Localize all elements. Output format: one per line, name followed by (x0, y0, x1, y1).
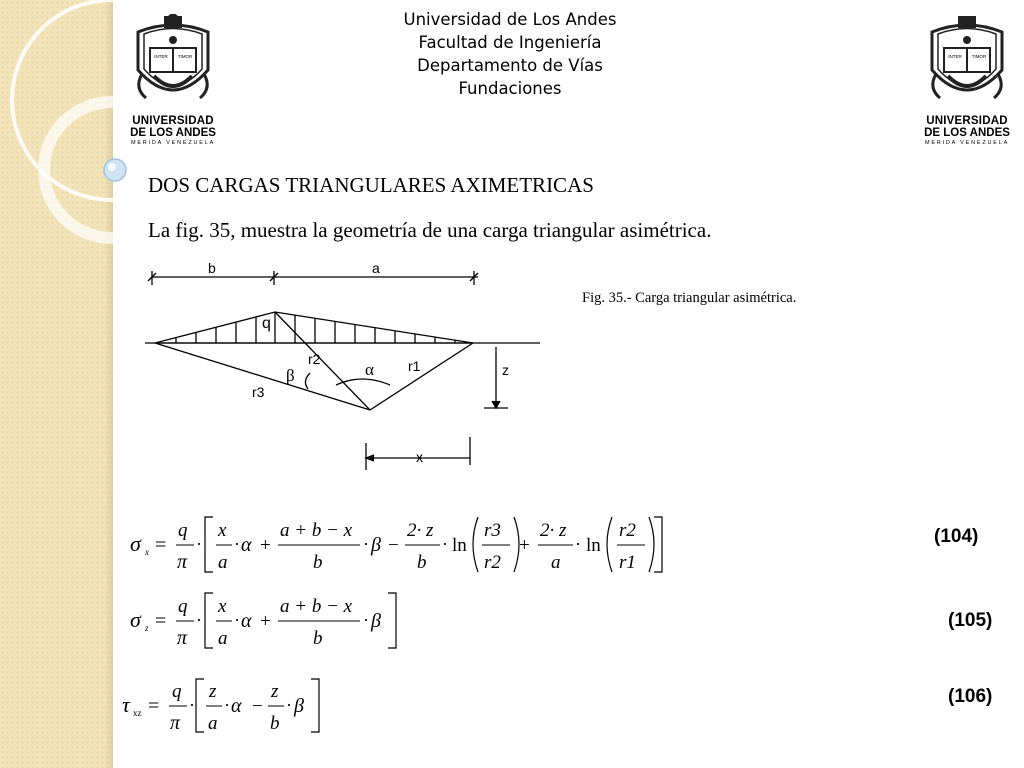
header-department: Departamento de Vías (417, 56, 603, 75)
equation-tau-xz (122, 679, 319, 734)
svg-text:xz: xz (133, 708, 142, 718)
label-r1: r1 (408, 358, 421, 374)
svg-text:·: · (224, 695, 230, 715)
logo-text-line2: DE LOS ANDES (924, 127, 1010, 139)
svg-text:b: b (313, 628, 323, 649)
svg-text:q: q (172, 681, 182, 702)
header-university: Universidad de Los Andes (403, 10, 617, 29)
equation-sigma-z (130, 593, 396, 649)
svg-text:β: β (371, 610, 381, 632)
svg-text:INTER: INTER (948, 54, 962, 59)
logo-text-line3: MERIDA VENEZUELA (130, 140, 216, 146)
svg-text:TIMOR: TIMOR (971, 54, 987, 59)
svg-text:2· z: 2· z (407, 520, 434, 541)
svg-text:β: β (294, 695, 304, 717)
svg-text:·: · (196, 534, 202, 554)
label-a: a (372, 260, 380, 276)
equation-number-105: (105) (948, 610, 993, 631)
svg-text:·: · (442, 534, 448, 554)
svg-text:·: · (363, 534, 369, 554)
svg-text:r1: r1 (619, 552, 636, 573)
label-r3: r3 (252, 384, 265, 400)
section-title: DOS CARGAS TRIANGULARES AXIMETRICAS (148, 173, 594, 197)
svg-text:π: π (177, 551, 188, 573)
svg-text:·: · (286, 695, 292, 715)
svg-text:·: · (363, 610, 369, 630)
svg-text:·: · (234, 534, 240, 554)
svg-text:·: · (196, 610, 202, 630)
label-z: z (502, 362, 509, 378)
svg-text:+: + (519, 535, 530, 556)
svg-text:a + b − x: a + b − x (280, 596, 353, 617)
header-course: Fundaciones (458, 79, 562, 98)
svg-text:z: z (145, 623, 149, 633)
svg-text:=: = (155, 610, 167, 632)
svg-text:2· z: 2· z (540, 520, 567, 541)
svg-text:z: z (209, 681, 217, 702)
svg-text:α: α (231, 695, 242, 717)
svg-text:q: q (178, 520, 188, 541)
svg-text:x: x (218, 520, 227, 541)
svg-text:α: α (241, 534, 252, 556)
svg-text:+: + (260, 535, 271, 556)
svg-text:TIMOR: TIMOR (177, 54, 193, 59)
svg-text:π: π (170, 712, 181, 734)
label-q: q (262, 315, 271, 332)
svg-text:ln: ln (586, 535, 601, 556)
logo-text-line1: UNIVERSIDAD (926, 115, 1008, 127)
svg-text:·: · (575, 534, 581, 554)
svg-text:σ: σ (130, 531, 141, 556)
svg-text:a: a (208, 713, 218, 734)
svg-text:+: + (260, 611, 271, 632)
equation-number-104: (104) (934, 526, 979, 547)
svg-text:b: b (270, 713, 280, 734)
svg-text:a + b − x: a + b − x (280, 520, 353, 541)
svg-text:a: a (218, 552, 228, 573)
svg-text:b: b (417, 552, 427, 573)
intro-paragraph: La fig. 35, muestra la geometría de una carga triangular asimétrica. (148, 218, 712, 242)
svg-text:x: x (145, 547, 149, 557)
svg-text:=: = (148, 695, 160, 717)
svg-text:q: q (178, 596, 188, 617)
svg-text:ln: ln (452, 535, 467, 556)
svg-text:r2: r2 (619, 520, 636, 541)
equation-number-106: (106) (948, 686, 993, 707)
svg-text:a: a (218, 628, 228, 649)
figure-caption: Fig. 35.- Carga triangular asimétrica. (582, 290, 797, 306)
logo-text-line3: MERIDA VENEZUELA (924, 140, 1010, 146)
svg-text:=: = (155, 534, 167, 556)
svg-text:b: b (313, 552, 323, 573)
svg-text:α: α (241, 610, 252, 632)
logo-text-line2: DE LOS ANDES (130, 127, 216, 139)
svg-text:x: x (218, 596, 227, 617)
svg-text:σ: σ (130, 607, 141, 632)
svg-text:a: a (551, 552, 561, 573)
svg-text:−: − (388, 535, 399, 556)
svg-text:−: − (252, 696, 263, 717)
label-r2: r2 (308, 351, 321, 367)
label-x: x (416, 449, 423, 465)
svg-text:τ: τ (122, 692, 130, 717)
svg-text:·: · (234, 610, 240, 630)
header-faculty: Facultad de Ingeniería (418, 33, 602, 52)
svg-text:r3: r3 (484, 520, 501, 541)
svg-text:·: · (189, 695, 195, 715)
svg-text:β: β (371, 534, 381, 556)
label-beta: β (286, 366, 295, 385)
svg-text:z: z (271, 681, 279, 702)
equation-sigma-x (130, 517, 662, 573)
label-alpha: α (365, 360, 374, 379)
svg-text:INTER: INTER (154, 54, 168, 59)
svg-text:r2: r2 (484, 552, 501, 573)
svg-text:π: π (177, 627, 188, 649)
label-b: b (208, 260, 216, 276)
logo-text-line1: UNIVERSIDAD (132, 115, 214, 127)
